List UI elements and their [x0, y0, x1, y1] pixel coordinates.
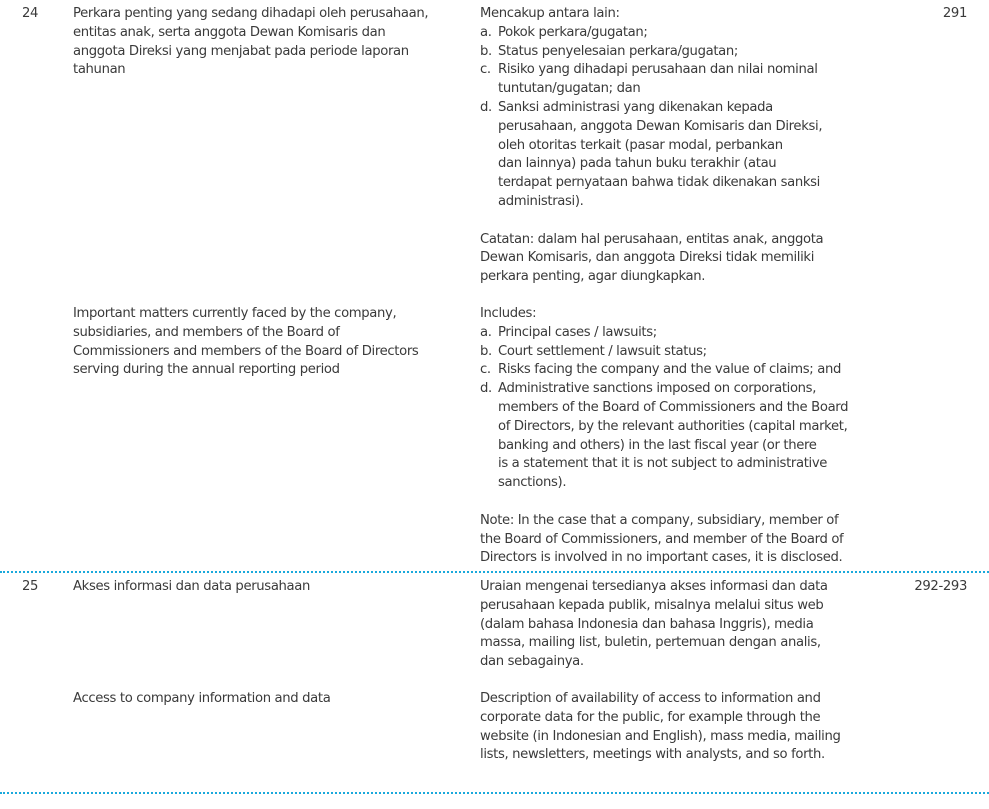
- row-divider: [0, 571, 989, 573]
- note-line: Dewan Komisaris, dan anggota Direksi tidak memiliki: [480, 250, 815, 266]
- criteria-line: Perkara penting yang sedang dihadapi oleh perusahaan,: [73, 6, 429, 21]
- explanation-intro: Mencakup antara lain:: [480, 6, 620, 21]
- explanation-line: perusahaan kepada publik, misalnya melalui situs web: [480, 597, 824, 613]
- list-marker: d.: [480, 381, 492, 397]
- list-marker: c.: [480, 362, 491, 378]
- criteria-en: [73, 305, 473, 380]
- list-marker: c.: [480, 62, 491, 78]
- list-item: [480, 24, 890, 43]
- list-text-continued: of Directors, by the relevant authorities (capital market,: [498, 418, 848, 434]
- explanation-line: corporate data for the public, for example through the: [480, 709, 821, 725]
- list-marker: a.: [480, 24, 492, 40]
- list-text: Risiko yang dihadapi perusahaan dan nilai nominal: [498, 62, 818, 78]
- note-line: Note: In the case that a company, subsidiary, member of: [480, 512, 839, 528]
- criteria-line: entitas anak, serta anggota Dewan Komisaris dan: [73, 24, 386, 40]
- explanation-line: Uraian mengenai tersedianya akses informasi dan data: [480, 579, 828, 594]
- explanation-id: [480, 5, 890, 287]
- explanation-en: [480, 305, 890, 568]
- criteria-line: Important matters currently faced by the company,: [73, 306, 397, 321]
- row-divider: [0, 792, 989, 794]
- list-text-continued: perusahaan, anggota Dewan Komisaris dan Direksi,: [498, 118, 823, 134]
- list-item: [480, 324, 890, 343]
- note-line: Directors is involved in no important cases, it is disclosed.: [480, 550, 843, 566]
- explanation-line: Description of availability of access to information and: [480, 691, 821, 706]
- criteria-id: [73, 578, 473, 597]
- list-text-continued: sanctions).: [498, 475, 567, 491]
- blank-line: [480, 212, 890, 231]
- page-reference: 291: [942, 6, 967, 21]
- explanation-en: [480, 690, 890, 765]
- criteria-id: [73, 5, 473, 80]
- row-number: 24: [22, 6, 39, 21]
- list-text: Principal cases / lawsuits;: [498, 324, 657, 340]
- page-reference: 292-293: [914, 579, 967, 594]
- explanation-line: massa, mailing list, buletin, pertemuan dengan analis,: [480, 635, 821, 651]
- list-text: Administrative sanctions imposed on corporations,: [498, 381, 817, 397]
- list-text-continued: banking and others) in the last fiscal year (or there: [498, 437, 817, 453]
- list-text: Court settlement / lawsuit status;: [498, 343, 707, 359]
- explanation-line: (dalam bahasa Indonesia dan bahasa Inggris), media: [480, 616, 814, 632]
- list-text-continued: members of the Board of Commissioners and the Board: [498, 399, 849, 415]
- criteria-en: [73, 690, 473, 709]
- list-text-continued: tuntutan/gugatan; dan: [498, 81, 641, 97]
- list-text-continued: administrasi).: [498, 193, 584, 209]
- criteria-line: tahunan: [73, 62, 126, 78]
- explanation-intro: Includes:: [480, 306, 537, 321]
- list-item: [480, 61, 890, 80]
- list-marker: b.: [480, 43, 492, 59]
- criteria-line: Akses informasi dan data perusahaan: [73, 579, 311, 594]
- explanation-line: lists, newsletters, meetings with analysts, and so forth.: [480, 747, 825, 763]
- note-line: perkara penting, agar diungkapkan.: [480, 269, 706, 285]
- list-item: [480, 43, 890, 62]
- list-marker: a.: [480, 324, 492, 340]
- explanation-id: [480, 578, 890, 672]
- list-item: [480, 343, 890, 362]
- list-item: [480, 361, 890, 380]
- criteria-line: serving during the annual reporting period: [73, 362, 340, 378]
- list-marker: b.: [480, 343, 492, 359]
- list-marker: d.: [480, 99, 492, 115]
- note-line: the Board of Commissioners, and member of the Board of: [480, 531, 844, 547]
- criteria-line: subsidiaries, and members of the Board of: [73, 324, 340, 340]
- criteria-line: Access to company information and data: [73, 691, 331, 706]
- list-text: Pokok perkara/gugatan;: [498, 24, 648, 40]
- list-text: Risks facing the company and the value of claims; and: [498, 362, 841, 378]
- row-number: 25: [22, 579, 39, 594]
- list-text: Sanksi administrasi yang dikenakan kepada: [498, 99, 773, 115]
- list-text: Status penyelesaian perkara/gugatan;: [498, 43, 738, 59]
- list-text-continued: oleh otoritas terkait (pasar modal, perbankan: [498, 137, 783, 153]
- list-text-continued: dan lainnya) pada tahun buku terakhir (atau: [498, 156, 777, 172]
- criteria-line: anggota Direksi yang menjabat pada periode laporan: [73, 43, 409, 59]
- criteria-line: Commissioners and members of the Board of Directors: [73, 343, 419, 359]
- blank-line: [480, 493, 890, 512]
- note-line: Catatan: dalam hal perusahaan, entitas anak, anggota: [480, 231, 824, 247]
- explanation-line: website (in Indonesian and English), mass media, mailing: [480, 728, 841, 744]
- list-item: [480, 99, 890, 118]
- explanation-line: dan sebagainya.: [480, 654, 584, 670]
- list-item: [480, 380, 890, 399]
- list-text-continued: is a statement that it is not subject to administrative: [498, 456, 828, 472]
- list-text-continued: terdapat pernyataan bahwa tidak dikenakan sanksi: [498, 175, 820, 191]
